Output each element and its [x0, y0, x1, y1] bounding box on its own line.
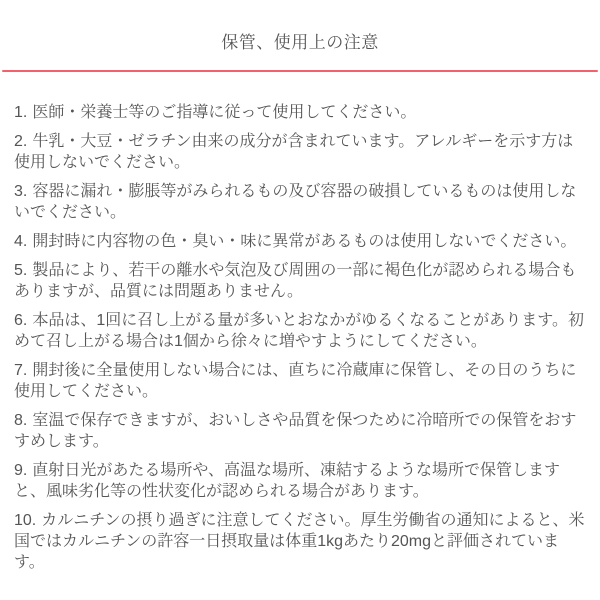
item-number: 3. [14, 183, 28, 200]
notice-item-4 [14, 231, 586, 252]
item-text: 牛乳・大豆・ゼラチン由来の成分が含まれています。アレルギーを示す方は使用しないでください。 [14, 133, 574, 171]
notice-item-9 [14, 460, 586, 502]
item-text: 直射日光があたる場所や、高温な場所、凍結するような場所で保管しますと、風味劣化等の性状変化が認められる場合があります。 [14, 462, 561, 500]
page-header [0, 0, 600, 53]
item-number: 2. [14, 133, 28, 150]
notice-item-8 [14, 410, 586, 452]
item-number: 9. [14, 462, 28, 479]
item-text: 製品により、若干の離水や気泡及び周囲の一部に褐色化が認められる場合もありますが、品質には問題ありません。 [14, 262, 577, 300]
item-number: 7. [14, 362, 28, 379]
notice-item-6 [14, 310, 586, 352]
item-number: 6. [14, 312, 28, 329]
item-number: 5. [14, 262, 28, 279]
notice-item-5 [14, 260, 586, 302]
item-text: 医師・栄養士等のご指導に従って使用してください。 [32, 104, 417, 121]
notice-item-2 [14, 131, 586, 173]
notice-list [0, 72, 600, 573]
item-text: 開封後に全量使用しない場合には、直ちに冷蔵庫に保管し、その日のうちに使用してください。 [14, 362, 577, 400]
page-title: 保管、使用上の注意 [221, 33, 379, 52]
item-text: 容器に漏れ・膨脹等がみられるもの及び容器の破損しているものは使用しないでください。 [14, 183, 577, 221]
item-text: カルニチンの摂り過ぎに注意してください。厚生労働省の通知によると、米国ではカルニチンの許容一日摂取量は体重1kgあたり20mgと評価されています。 [14, 512, 585, 571]
item-text: 開封時に内容物の色・臭い・味に異常があるものは使用しないでください。 [32, 233, 577, 250]
item-text: 本品は、1回に召し上がる量が多いとおなかがゆるくなることがあります。初めて召し上がる場合は1個から徐々に増やすようにしてください。 [14, 312, 584, 350]
item-number: 8. [14, 412, 28, 429]
item-number: 10. [14, 512, 37, 529]
notice-item-7 [14, 360, 586, 402]
notice-item-1 [14, 102, 586, 123]
item-number: 4. [14, 233, 28, 250]
item-number: 1. [14, 104, 28, 121]
notice-item-3 [14, 181, 586, 223]
item-text: 室温で保存できますが、おいしさや品質を保つために冷暗所での保管をおすすめします。 [14, 412, 577, 450]
notice-item-10 [14, 510, 586, 573]
